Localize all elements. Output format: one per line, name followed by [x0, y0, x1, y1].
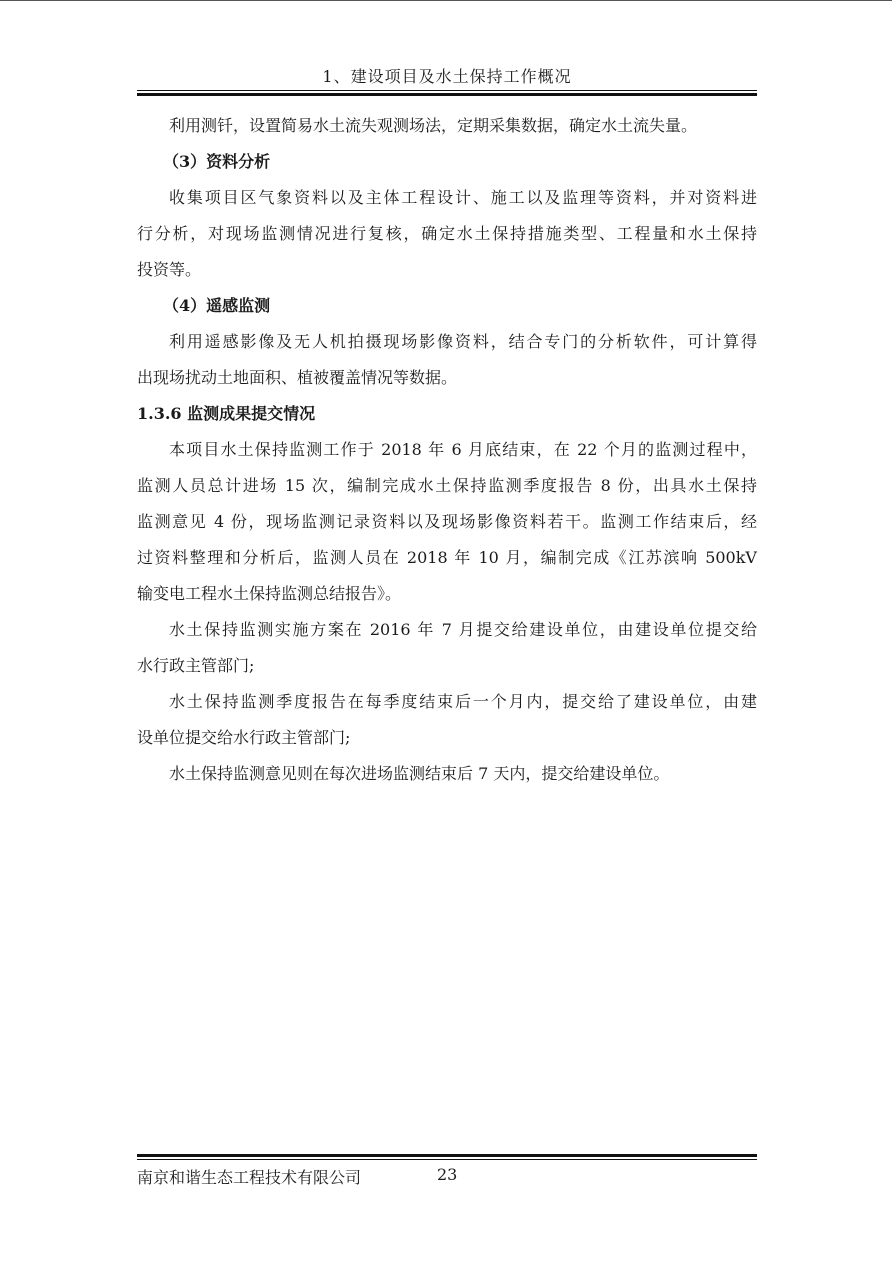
footer-company-name: 南京和谐生态工程技术有限公司 [137, 1168, 362, 1187]
document-body [137, 108, 757, 792]
page-header-title: 1、建设项目及水土保持工作概况 [322, 67, 572, 86]
paragraph-line: 行分析，对现场监测情况进行复核，确定水土保持措施类型、工程量和水土保持 [137, 224, 757, 243]
paragraph-line: 利用遥感影像及无人机拍摄现场影像资料，结合专门的分析软件，可计算得 [169, 332, 757, 351]
paragraph-line: 收集项目区气象资料以及主体工程设计、施工以及监理等资料，并对资料进 [169, 188, 757, 207]
paragraph-line: 监测意见 4 份，现场监测记录资料以及现场影像资料若干。监测工作结束后，经 [137, 512, 757, 531]
paragraph-line: 本项目水土保持监测工作于 2018 年 6 月底结束，在 22 个月的监测过程中， [169, 440, 757, 459]
subheading-remote-sensing: （4）遥感监测 [163, 296, 271, 315]
page-number: 23 [437, 1165, 458, 1184]
paragraph-line: 监测人员总计进场 15 次，编制完成水土保持监测季度报告 8 份，出具水土保持 [137, 476, 757, 495]
section-title: 1.3.6 监测成果提交情况 [137, 404, 316, 423]
paragraph-line: 输变电工程水土保持监测总结报告》。 [137, 584, 402, 603]
paragraph-line: 投资等。 [137, 260, 202, 279]
paragraph-line: 水土保持监测意见则在每次进场监测结束后 7 天内，提交给建设单位。 [169, 764, 670, 783]
paragraph-line: 利用测钎，设置简易水土流失观测场法，定期采集数据，确定水土流失量。 [169, 116, 698, 135]
paragraph-line: 过资料整理和分析后，监测人员在 2018 年 10 月，编制完成《江苏滨响 500kV [137, 548, 757, 567]
header-rule-thick [137, 93, 757, 96]
subheading-data-analysis: （3）资料分析 [163, 152, 271, 171]
page-top-border [0, 0, 892, 1]
paragraph-line: 出现场扰动土地面积、植被覆盖情况等数据。 [137, 368, 458, 387]
paragraph-line: 设单位提交给水行政主管部门; [137, 728, 351, 747]
footer-rule-thick [137, 1154, 757, 1157]
paragraph-line: 水土保持监测季度报告在每季度结束后一个月内，提交给了建设单位，由建 [169, 692, 757, 711]
paragraph-line: 水行政主管部门; [137, 656, 255, 675]
footer-rule-thin [137, 1159, 757, 1160]
header-rule-thin [137, 90, 757, 91]
paragraph-line: 水土保持监测实施方案在 2016 年 7 月提交给建设单位，由建设单位提交给 [169, 620, 757, 639]
